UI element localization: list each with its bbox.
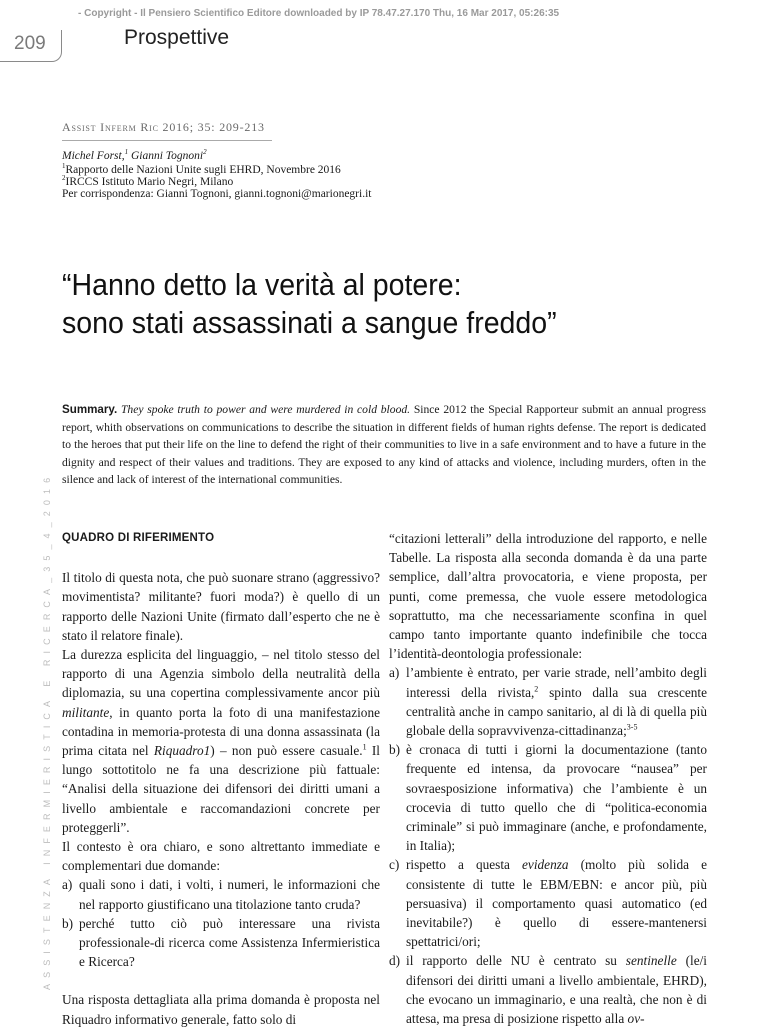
summary-english-title: They spoke truth to power and were murdered in cold blood. (120, 403, 411, 416)
summary (62, 401, 706, 489)
paragraph (62, 645, 380, 837)
text-run: Il lungo sottotitolo ne fa una descrizione più fattuale: “Analisi della situazione dei difensori dei diritti umani a livello ambientale e raccomandazioni concrete per proteggerli”. (62, 743, 380, 835)
italic-run: Riquadro1 (153, 743, 211, 759)
summary-text: Since 2012 the Special Rapporteur submit an annual progress report, whith observations on communications to describe the situation in different fields of human rights defense. The report is dedicated to the heroes that put their life on the line to defend the right of their communities to live in a safe environment and to have a future in the dignity and respect of their values and traditions. They are exposed to any kind of attacks and violence, including murders, often in the silence and lack of interest of the international communities. (62, 403, 706, 486)
text-run: , in quanto porta la foto di una manifestazione contadina in memoria-protesta di una donna assassinata (la prima citata nel (62, 704, 380, 759)
affiliation-1 (62, 164, 371, 176)
list-text: è cronaca di tutti i giorni la documentazione (tanto frequente ed intensa, da provocare “nausea” per sovraesposizione informativa) che l’ambiente è un crocevia di tutto quello che di “politica-economia criminale” si può immaginare (anche, e profondamente, in Italia); (406, 742, 707, 854)
spacer (62, 971, 380, 990)
italic-run: militante (62, 704, 110, 720)
list-marker: b) (62, 915, 74, 931)
text-run: (molto più solida e consistente di tutte le EBM/EBN: e ancor più, più persuasiva) il comportamento quasi automatico (ed inevitabile?) è quello di essere-mantenersi spettatrici/ori; (406, 857, 707, 950)
affiliation-1-sup: 1 (62, 162, 66, 171)
list-item (389, 740, 707, 855)
list-marker: a) (62, 877, 73, 893)
footnote-ref: 1 (362, 742, 367, 752)
list-item (389, 855, 707, 951)
italic-run: sentinelle (625, 953, 677, 969)
section-label: Prospettive (124, 26, 230, 49)
list-item (389, 663, 707, 740)
author-2: Gianni Tognoni (128, 150, 204, 162)
text-run: l’ambiente è entrato, per varie strade, nell’ambito degli interessi della rivista, (406, 665, 707, 700)
author-1: Michel Forst, (62, 150, 125, 162)
text-run: ) – non può essere casuale. (210, 743, 363, 759)
paragraph: “citazioni letterali” della introduzione del rapporto, e nelle Tabelle. La risposta alla seconda domanda è da una parte semplice, dall’altra provocatoria, e viene proposta, per punti, come premessa, che vuole essere metodologica soprattutto, ma che necessariamente sconfina in quel campo tanto importante quanto indefinibile che tocca l’identità-deontologia professionale: (389, 531, 707, 662)
journal-citation: Assist Inferm Ric 2016; 35: 209-213 (62, 120, 265, 134)
list-item (389, 951, 707, 1028)
author-names (62, 150, 371, 162)
list-text (406, 855, 707, 951)
right-column (389, 529, 707, 1028)
section-heading: QUADRO DI RIFERIMENTO (62, 532, 215, 544)
affiliation-2-sup: 2 (62, 174, 66, 183)
footnote-ref: 2 (534, 684, 539, 694)
copyright-notice: - Copyright - Il Pensiero Scientifico Editore downloaded by IP 78.47.27.170 Thu, 16 Mar 2017, 05:26:35 (78, 8, 560, 19)
list-marker: d) (389, 953, 401, 969)
title-line-1: “Hanno detto la verità al potere: (62, 267, 462, 302)
affiliation-2 (62, 176, 371, 188)
title-line-2: sono stati assassinati a sangue freddo” (62, 305, 557, 340)
left-column (62, 529, 380, 1029)
text-run: rispetto a questa (406, 857, 523, 873)
author-block (62, 150, 371, 200)
correspondence: Per corrispondenza: Gianni Tognoni, gianni.tognoni@marionegri.it (62, 188, 372, 200)
list-marker: a) (389, 665, 400, 681)
article-title (62, 266, 688, 342)
affiliation-2-text: IRCCS Istituto Mario Negri, Milano (65, 176, 234, 188)
author-1-sup: 1 (124, 148, 129, 157)
list-item (62, 914, 380, 972)
journal-vertical-banner: ASSISTENZA INFERMIERISTICA E RICERCA_35_4_2016 (42, 471, 52, 990)
text-run: (le/i difensori dei diritti umani a livello ambientale, EHRD), che evocano un immaginario, e una realtà, che non è di attesa, ma presa di posizione rispetto alla (406, 953, 707, 1027)
page-number: 209 (0, 30, 62, 62)
italic-run: evidenza (522, 857, 569, 873)
text-run: La durezza esplicita del linguaggio, – nel titolo stesso del rapporto di una Agenzia simbolo della neutralità della diplomazia, su una copertina complessivamente ancor più (62, 647, 380, 701)
list-marker: c) (389, 857, 400, 873)
citation-divider (62, 140, 272, 141)
author-2-sup: 2 (203, 148, 207, 157)
list-item (62, 875, 380, 913)
footnote-ref: 3-5 (626, 722, 638, 732)
paragraph: Una risposta dettagliata alla prima domanda è proposta nel Riquadro informativo generale, fatto solo di (62, 992, 380, 1027)
text-run: spinto dalla sua crescente centralità anche in campo sanitario, al di là di quella più globale della sopravvivenza-cittadinanza; (406, 684, 707, 739)
list-text: quali sono i dati, i volti, i numeri, le informazioni che nel rapporto giustificano una titolazione tanto cruda? (79, 877, 380, 912)
paragraph: Il titolo di questa nota, che può suonare strano (aggressivo? movimentista? militante? fuori moda?) è quello di un rapporto delle Nazioni Unite (firmato dall’esperto che ne è stato il relatore finale). (62, 570, 380, 643)
italic-run: ov- (627, 1011, 645, 1027)
affiliation-1-text: Rapporto delle Nazioni Unite sugli EHRD, Novembre 2016 (65, 164, 341, 176)
list-text (406, 951, 707, 1028)
list-text: perché tutto ciò può interessare una rivista professionale-di ricerca come Assistenza Infermieristica e Ricerca? (79, 915, 380, 970)
text-run: il rapporto delle NU è centrato su (406, 953, 626, 969)
list-marker: b) (389, 742, 401, 758)
paragraph: Il contesto è ora chiaro, e sono altrettanto immediate e complementari due domande: (62, 839, 380, 874)
summary-label: Summary. (62, 403, 118, 416)
list-text (406, 663, 707, 740)
